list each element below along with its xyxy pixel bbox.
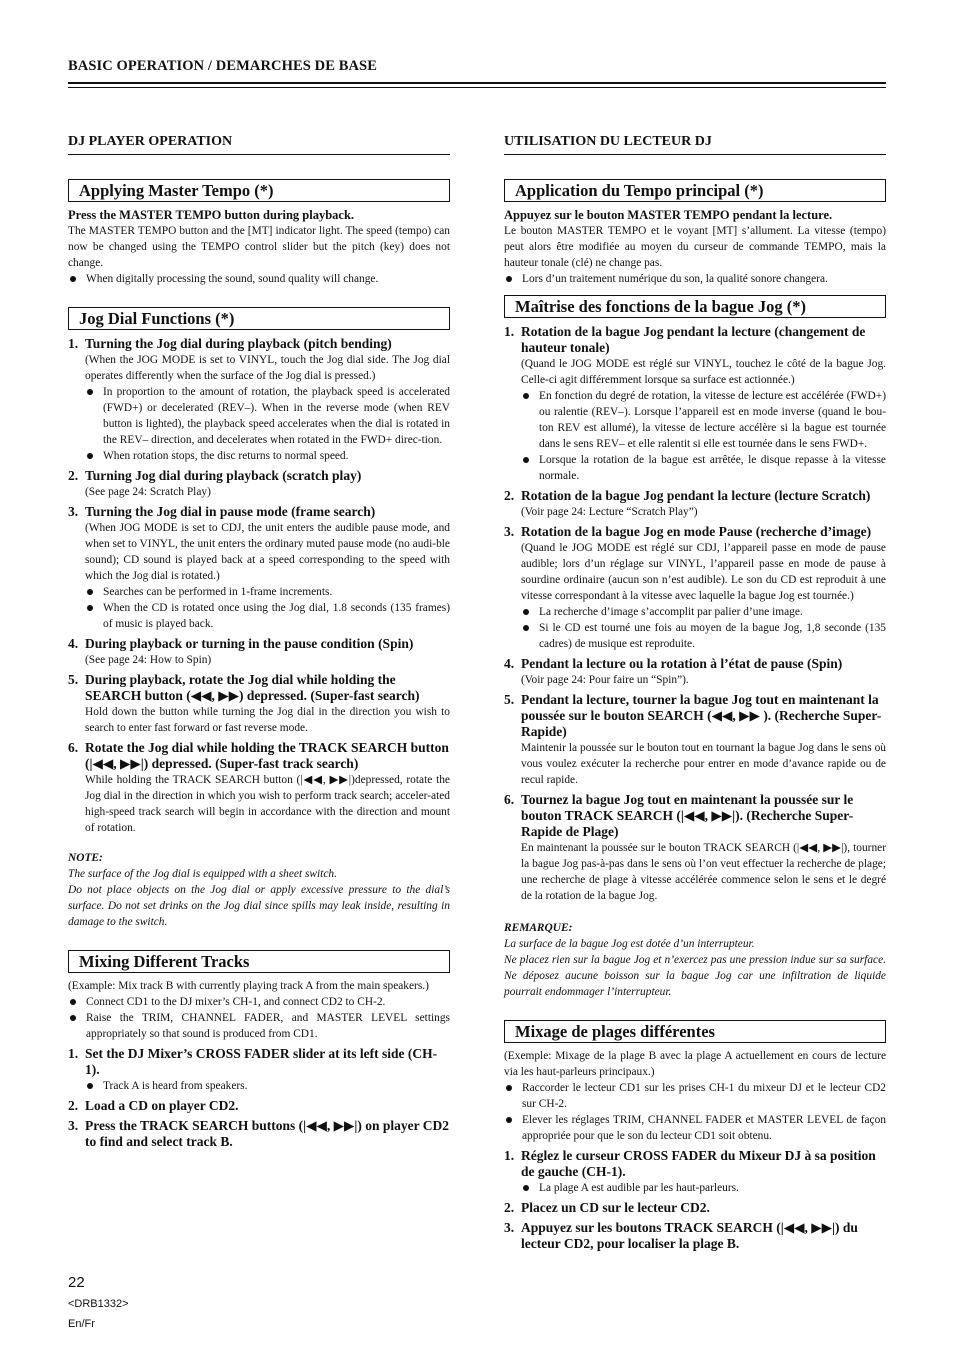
list-bullet: Si le CD est tourné une fois au moyen de la bague Jog, 1,8 seconde (135 cadres) de musique est reproduite.	[521, 620, 886, 652]
bullet-icon	[70, 1015, 76, 1021]
bullet-icon	[87, 453, 93, 459]
master-tempo-lead: Appuyez sur le bouton MASTER TEMPO pendant la lecture.	[504, 208, 833, 222]
list-item-text: (Voir page 24: Pour faire un “Spin”).	[521, 674, 689, 686]
list-item-text: Hold down the button while turning the Jog dial in the direction you wish to search to enter fast forward or fast reverse mode.	[85, 706, 450, 734]
page-number: 22	[68, 1274, 85, 1291]
list-item-text: Maintenir la poussée sur le bouton tout en tournant la bague Jog dans le sens où vous voulez exécuter la recherche pour entrer en mode d’avance rapide ou de recul rapide.	[521, 742, 886, 786]
list-item: 6. Tournez la bague Jog tout en maintenant la poussée sur le bouton TRACK SEARCH (|◀◀, ▶▶|). (Recherche Super-Rapide de Plage)	[504, 792, 854, 839]
mixing-heading: Mixage de plages différentes	[504, 1020, 886, 1043]
list-item-text: (See page 24: How to Spin)	[85, 654, 212, 666]
list-item: 2. Load a CD on player CD2.	[68, 1098, 239, 1113]
master-tempo-lead: Press the MASTER TEMPO button during playback.	[68, 208, 355, 222]
list-bullet: Lorsque la rotation de la bague est arrêtée, le disque repasse à la vitesse normale.	[521, 452, 886, 484]
section-title: DJ PLAYER OPERATION	[68, 134, 450, 155]
list-item: 3. Rotation de la bague Jog en mode Pause (recherche d’image)	[504, 524, 872, 539]
master-tempo-heading: Application du Tempo principal (*)	[504, 179, 886, 202]
note-text: La surface de la bague Jog est dotée d’un interrupteur.	[504, 938, 755, 950]
note-text: Do not place objects on the Jog dial or apply excessive pressure to the dial’s surface. Do not set drinks on the Jog dial since spills may leak inside, resulting in damage to the switch.	[68, 884, 450, 928]
language-code: En/Fr	[68, 1318, 95, 1330]
jog-heading: Jog Dial Functions (*)	[68, 307, 450, 330]
note-title: NOTE:	[68, 852, 103, 864]
bullet-icon	[523, 609, 529, 615]
list-item: 2. Rotation de la bague Jog pendant la lecture (lecture Scratch)	[504, 488, 871, 503]
list-bullet: Connect CD1 to the DJ mixer’s CH-1, and connect CD2 to CH-2.	[68, 994, 450, 1010]
list-bullet: La plage A est audible par les haut-parleurs.	[521, 1180, 886, 1196]
bullet-icon	[506, 1085, 512, 1091]
bullet-icon	[523, 1185, 529, 1191]
master-tempo-heading: Applying Master Tempo (*)	[68, 179, 450, 202]
list-item: 4. Pendant la lecture ou la rotation à l’état de pause (Spin)	[504, 656, 843, 671]
list-item-text: While holding the TRACK SEARCH button (|◀◀, ▶▶|)depressed, rotate the Jog dial in the direction in which you wish to perform track search; acceler-ated high-speed track search will begin in accordance with the direction and mount of rotation.	[85, 774, 450, 834]
list-bullet: In proportion to the amount of rotation, the playback speed is accelerated (FWD+) or decelerated (REV–). When in the reverse mode (when REV button is lighted), the playback speed accelerates when the dial is rotated in the REV– direction, and decelerates when rotated in the FWD+ direc-tion.	[85, 384, 450, 448]
jog-heading: Maîtrise des fonctions de la bague Jog (*)	[504, 295, 886, 318]
bullet-icon	[70, 999, 76, 1005]
bullet-icon	[523, 457, 529, 463]
list-item: 4. During playback or turning in the pause condition (Spin)	[68, 636, 414, 651]
master-tempo-body: The MASTER TEMPO button and the [MT] indicator light. The speed (tempo) can now be changed using the TEMPO control slider but the pitch (key) does not change.	[68, 225, 450, 269]
list-bullet: La recherche d’image s’accomplit par palier d’une image.	[521, 604, 886, 620]
page-header-title: BASIC OPERATION / DEMARCHES DE BASE	[68, 58, 377, 74]
list-item: 3. Appuyez sur les boutons TRACK SEARCH (|◀◀, ▶▶|) du lecteur CD2, pour localiser la plage B.	[504, 1220, 858, 1251]
note-text: Ne placez rien sur la bague Jog et n’exercez pas une pression indue sur sa surface. Ne déposez aucune boisson sur la bague Jog car une infiltration de liquide pourrait endommager l’interrupteur.	[504, 954, 886, 998]
mixing-heading: Mixing Different Tracks	[68, 950, 450, 973]
mixing-example: (Example: Mix track B with currently playing track A from the main speakers.)	[68, 980, 429, 992]
list-bullet: Raccorder le lecteur CD1 sur les prises CH-1 du mixeur DJ et le lecteur CD2 sur CH-2.	[504, 1080, 886, 1112]
bullet-icon	[523, 625, 529, 631]
header-rule	[68, 82, 886, 84]
bullet-icon	[70, 276, 76, 282]
header-rule-thin	[68, 87, 886, 88]
list-item-text: (When JOG MODE is set to CDJ, the unit enters the audible pause mode, and when set to VINYL, the unit enters the ordinary muted pause mode (no audi-ble sound); CD sound is played back at a speed corresponding to the speed with which the Jog dial is rotated.)	[85, 522, 450, 582]
bullet-icon	[87, 589, 93, 595]
bullet-icon	[87, 389, 93, 395]
bullet-icon	[506, 1117, 512, 1123]
list-item-text: (Voir page 24: Lecture “Scratch Play”)	[521, 506, 698, 518]
master-tempo-bullet: When digitally processing the sound, sound quality will change.	[68, 271, 450, 287]
bullet-icon	[87, 605, 93, 611]
list-bullet: Raise the TRIM, CHANNEL FADER, and MASTER LEVEL settings appropriately so that sound is produced from CD1.	[68, 1010, 450, 1042]
list-bullet: Track A is heard from speakers.	[85, 1078, 450, 1094]
list-item-text: (Quand le JOG MODE est réglé sur CDJ, l’appareil passe en mode de pause audible; lors d’un réglage sur VINYL, l’appareil passe en mode de pause à sourdine ordinaire (aucun son n’est audible). Le son du CD est reproduit à une vitesse correspondant à la vitesse avec laquelle la bague Jog est tournée.)	[521, 542, 886, 602]
bullet-icon	[87, 1083, 93, 1089]
list-bullet: When rotation stops, the disc returns to normal speed.	[85, 448, 450, 464]
list-item-text: (When the JOG MODE is set to VINYL, touch the Jog dial side. The Jog dial operates differently when the surface of the Jog dial is pressed.)	[85, 354, 450, 382]
list-bullet: Elever les réglages TRIM, CHANNEL FADER et MASTER LEVEL de façon appropriée pour que le son du lecteur CD1 soit obtenu.	[504, 1112, 886, 1144]
list-item: 1. Réglez le curseur CROSS FADER du Mixeur DJ à sa position de gauche (CH-1).	[504, 1148, 876, 1179]
section-title: UTILISATION DU LECTEUR DJ	[504, 134, 886, 155]
list-item-text: (See page 24: Scratch Play)	[85, 486, 211, 498]
list-item: 3. Press the TRACK SEARCH buttons (|◀◀, ▶▶|) on player CD2 to find and select track B.	[68, 1118, 449, 1149]
mixing-example: (Exemple: Mixage de la plage B avec la plage A actuellement en cours de lecture via les haut-parleurs principaux.)	[504, 1050, 886, 1078]
document-code: <DRB1332>	[68, 1298, 129, 1310]
list-item-text: (Quand le JOG MODE est réglé sur VINYL, touchez le côté de la bague Jog. Celle-ci agit différemment lorsque sa surface est actionnée.)	[521, 358, 886, 386]
list-item: 1. Turning the Jog dial during playback (pitch bending)	[68, 336, 392, 351]
list-bullet: En fonction du degré de rotation, la vitesse de lecture est accélérée (FWD+) ou ralentie (REV–). Lorsque l’appareil est en mode inverse (quand le bou-ton REV est allumé), la vitesse de lecture accélère si la bague est tournée dans le sens REV– et elle ralentit si elle est tournée dans le sens FWD+.	[521, 388, 886, 452]
list-bullet: Searches can be performed in 1-frame increments.	[85, 584, 450, 600]
list-item: 1. Set the DJ Mixer’s CROSS FADER slider at its left side (CH-1).	[68, 1046, 438, 1077]
master-tempo-body: Le bouton MASTER TEMPO et le voyant [MT] s’allument. La vitesse (tempo) peut alors être modifiée au moyen du curseur de commande TEMPO, mais la hauteur tonale (clé) ne change pas.	[504, 225, 886, 269]
list-item: 3. Turning the Jog dial in pause mode (frame search)	[68, 504, 376, 519]
list-item: 2. Turning Jog dial during playback (scratch play)	[68, 468, 362, 483]
english-column	[68, 134, 450, 1150]
bullet-icon	[506, 276, 512, 282]
french-column	[504, 134, 886, 1252]
note-title: REMARQUE:	[504, 922, 573, 934]
list-item: 5. Pendant la lecture, tourner la bague Jog tout en maintenant la poussée sur le bouton SEARCH (◀◀, ▶▶ ). (Recherche Super-Rapide)	[504, 692, 882, 739]
note-text: The surface of the Jog dial is equipped with a sheet switch.	[68, 868, 337, 880]
list-item-text: En maintenant la poussée sur le bouton TRACK SEARCH (|◀◀, ▶▶|), tourner la bague Jog pas-à-pas dans le sens où l’on veut effectuer la recherche de plage; une recherche de plage à vitesse accélérée commence selon le sens et le degré de la rotation de la bague Jog.	[521, 842, 886, 902]
list-item: 1. Rotation de la bague Jog pendant la lecture (changement de hauteur tonale)	[504, 324, 866, 355]
list-item: 6. Rotate the Jog dial while holding the TRACK SEARCH button (|◀◀, ▶▶|) depressed. (Super-fast track search)	[68, 740, 449, 771]
master-tempo-bullet: Lors d’un traitement numérique du son, la qualité sonore changera.	[504, 271, 886, 287]
list-bullet: When the CD is rotated once using the Jog dial, 1.8 seconds (135 frames) of music is played back.	[85, 600, 450, 632]
list-item: 5. During playback, rotate the Jog dial while holding the SEARCH button (◀◀, ▶▶) depressed. (Super-fast search)	[68, 672, 420, 703]
list-item: 2. Placez un CD sur le lecteur CD2.	[504, 1200, 710, 1215]
bullet-icon	[523, 393, 529, 399]
